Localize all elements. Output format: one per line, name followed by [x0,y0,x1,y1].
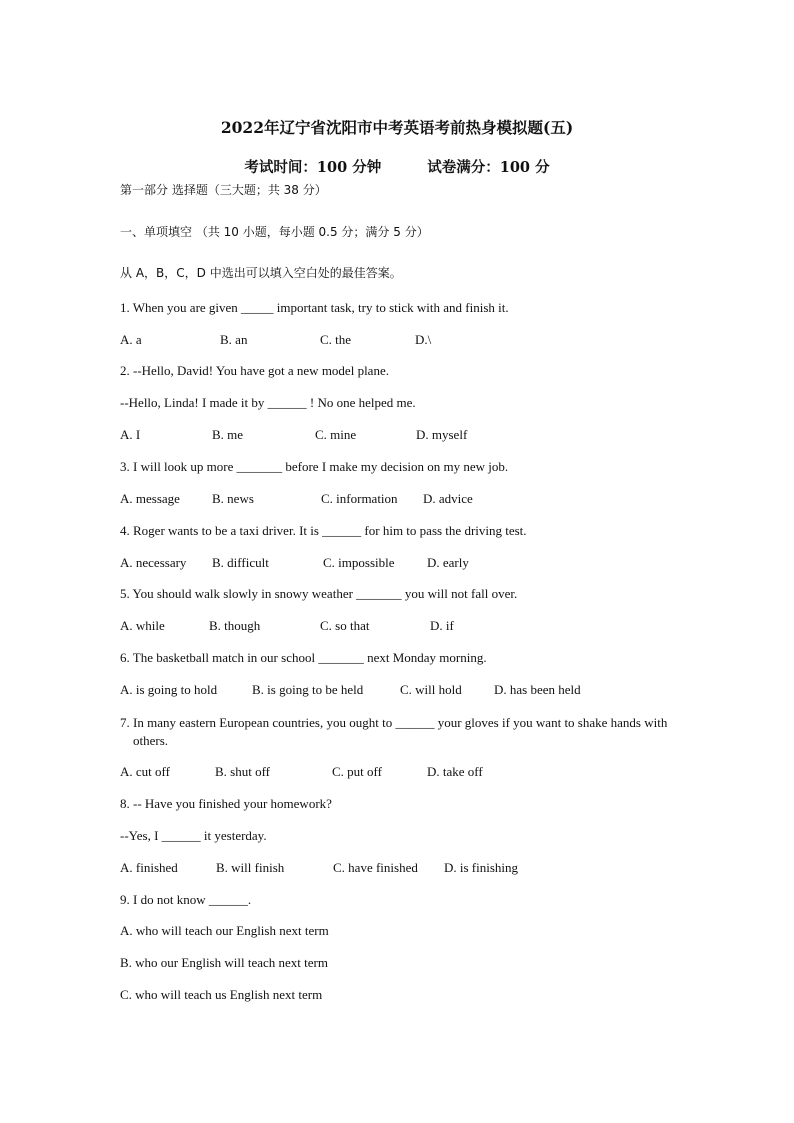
option: C. mine [315,427,357,442]
question-stem-reply: --Yes, I ______ it yesterday. [120,828,267,843]
option: D. advice [423,491,473,506]
option: C. have finished [333,860,418,875]
option: B. news [212,491,254,506]
option: D. myself [416,427,468,442]
option: B. who our English will teach next term [120,955,328,970]
option: B. is going to be held [252,682,364,697]
part-heading: 第一部分 选择题（三大题；共 38 分） [120,183,327,197]
option: C. impossible [323,555,395,570]
option: C. will hold [400,682,462,697]
question-stem: 2. --Hello, David! You have got a new model plane. [120,363,389,378]
question-stem-text: 7. In many eastern European countries, you ought to ______ your gloves if you want to shake hands with others. [120,715,668,748]
option: A. message [120,491,180,506]
option: D. has been held [494,682,581,697]
option: D. take off [427,764,483,779]
option-row [120,491,720,509]
option: A. is going to hold [120,682,218,697]
option: D. is finishing [444,860,519,875]
section-heading: 一、单项填空 （共 10 小题，每小题 0.5 分；满分 5 分） [120,225,429,239]
option: C. so that [320,618,370,633]
page-title: 2022年辽宁省沈阳市中考英语考前热身模拟题(五) [220,118,574,137]
option: A. finished [120,860,178,875]
option: C. information [321,491,398,506]
option: A. necessary [120,555,187,570]
option: C. put off [332,764,382,779]
option: B. will finish [216,860,285,875]
option-row [120,427,720,445]
option: A. while [120,618,165,633]
option: D.\ [415,332,432,347]
question-stem: 6. The basketball match in our school _______ next Monday morning. [120,650,487,665]
option: B. an [220,332,248,347]
option-row [120,618,720,636]
question-stem: 8. -- Have you finished your homework? [120,796,332,811]
option-row [120,682,720,700]
option: A. a [120,332,142,347]
option: B. difficult [212,555,269,570]
option-row [120,555,720,573]
option-row [120,764,720,782]
option: D. early [427,555,469,570]
exam-info [0,156,794,177]
option: C. the [320,332,352,347]
option: B. shut off [215,764,271,779]
option: D. if [430,618,454,633]
question-stem-reply: --Hello, Linda! I made it by ______ ! No one helped me. [120,395,416,410]
question-stem: 1. When you are given _____ important task, try to stick with and finish it. [120,300,509,315]
instruction: 从 A，B，C，D 中选出可以填入空白处的最佳答案。 [120,266,402,280]
full-marks: 试卷满分：100 分 [427,159,550,176]
option: B. me [212,427,244,442]
option: A. I [120,427,141,442]
option-row [120,332,720,350]
question-stem: 9. I do not know ______. [120,892,252,907]
option: A. who will teach our English next term [120,923,329,938]
option: B. though [209,618,261,633]
question-stem: 5. You should walk slowly in snowy weather _______ you will not fall over. [120,586,518,601]
question-stem: 4. Roger wants to be a taxi driver. It is ______ for him to pass the driving test. [120,523,527,538]
option-row [120,860,720,878]
question-stem: 3. I will look up more _______ before I make my decision on my new job. [120,459,509,474]
exam-time: 考试时间：100 分钟 [244,159,382,176]
option: A. cut off [120,764,170,779]
option: C. who will teach us English next term [120,987,323,1002]
question-stem [120,714,680,750]
